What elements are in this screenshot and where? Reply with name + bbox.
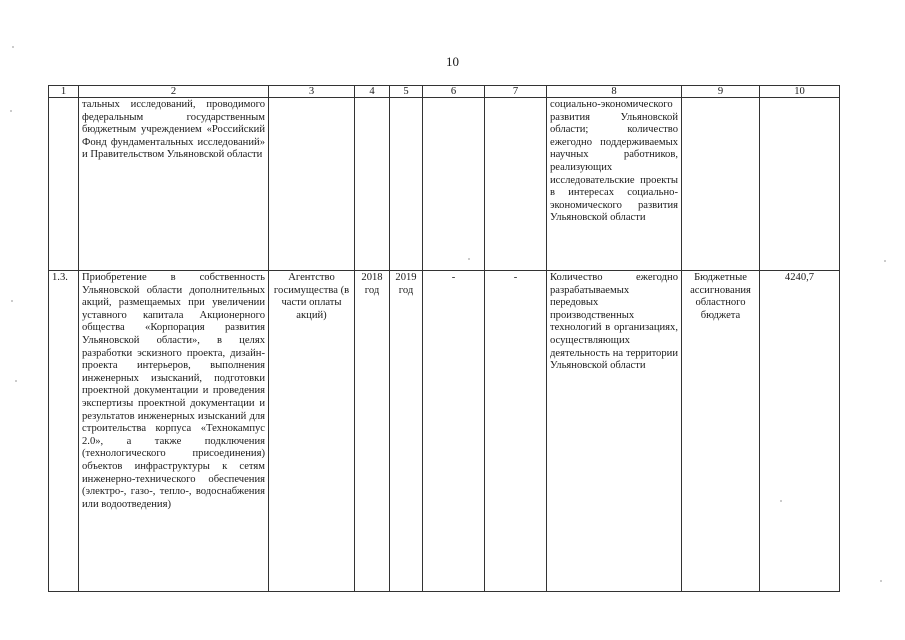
column-number-row xyxy=(49,86,840,98)
cell-col6 xyxy=(423,98,485,271)
cell-responsible: Агентство госимущества (в части оплаты акций) xyxy=(269,271,355,592)
cell-activity-name: тальных исследований, проводимого федеральным государственным бюджетным учреждением «Российский Фонд фундаментальных исследований» и Правительством Ульяновской области xyxy=(79,98,269,271)
column-number: 8 xyxy=(547,86,682,98)
cell-amount: 4240,7 xyxy=(760,271,840,592)
cell-indicator: Количество ежегодно разрабатываемых передовых производственных технологий в организациях, осуществляющих деятельность на территории Ульяновской области xyxy=(547,271,682,592)
cell-item-number xyxy=(49,98,79,271)
scan-speck xyxy=(15,380,17,382)
scan-speck xyxy=(780,500,782,502)
cell-funding-source xyxy=(682,98,760,271)
column-number: 7 xyxy=(485,86,547,98)
column-number: 10 xyxy=(760,86,840,98)
cell-amount xyxy=(760,98,840,271)
cell-responsible xyxy=(269,98,355,271)
scan-speck xyxy=(11,300,13,302)
cell-start-year: 2018 год xyxy=(355,271,390,592)
cell-activity-name: Приобретение в собственность Ульяновской области дополнительных акций, размещаемых при увеличении уставного капитала Акционерного общества «Корпорация развития Ульяновской области», в целях разработки эскизного проекта, дизайн-проекта интерьеров, выполнения инженерных изысканий, подготовки проектной документации и проведения экспертизы проектной документации и результатов инженерных изысканий для строительства корпуса «Технокампус 2.0», а также подключения (технологического присоединения) объектов инфраструктуры к сетям инженерно-технического обеспечения (электро-, газо-, тепло-, водоснабжения или водоотведения) xyxy=(79,271,269,592)
column-number: 3 xyxy=(269,86,355,98)
table-row xyxy=(49,271,840,592)
column-number: 1 xyxy=(49,86,79,98)
column-number: 6 xyxy=(423,86,485,98)
scan-speck xyxy=(884,260,886,262)
scan-speck xyxy=(12,46,14,48)
scan-speck xyxy=(880,580,882,582)
cell-col7 xyxy=(485,98,547,271)
cell-indicator: социально-экономического развития Ульяновской области; количество ежегодно поддерживаемых научных работников, реализующих исследовательские проекты в интересах социально-экономического развития Ульяновской области xyxy=(547,98,682,271)
cell-end-year xyxy=(390,98,423,271)
column-number: 9 xyxy=(682,86,760,98)
program-table xyxy=(48,85,840,592)
scan-speck xyxy=(468,258,470,260)
cell-start-year xyxy=(355,98,390,271)
cell-col7: - xyxy=(485,271,547,592)
cell-funding-source: Бюджетные ассигнования областного бюджета xyxy=(682,271,760,592)
table-row xyxy=(49,98,840,271)
column-number: 2 xyxy=(79,86,269,98)
scan-speck xyxy=(10,110,12,112)
page-number: 10 xyxy=(446,54,459,69)
cell-item-number: 1.3. xyxy=(49,271,79,592)
column-number: 4 xyxy=(355,86,390,98)
cell-end-year: 2019 год xyxy=(390,271,423,592)
column-number: 5 xyxy=(390,86,423,98)
cell-col6: - xyxy=(423,271,485,592)
